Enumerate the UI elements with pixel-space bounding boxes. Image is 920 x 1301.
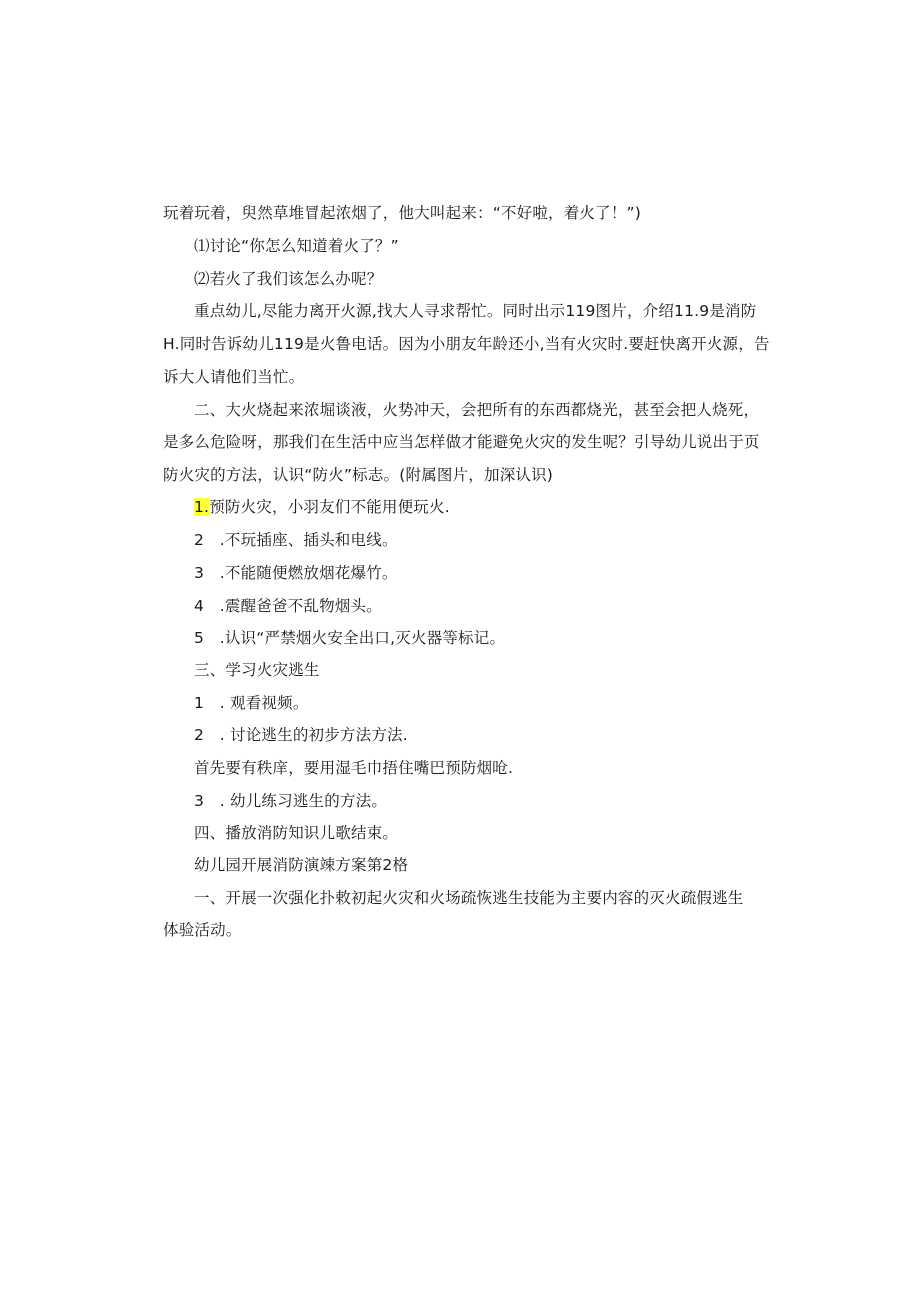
plan-title: 幼儿园开展消防演竦方案第2格	[194, 856, 409, 874]
key-point-line-2: H.同时告诉幼儿119是火鲁电话。因为小朋友年龄还小,当有火灾时.要赶快离开火源，告	[163, 335, 770, 353]
list-item-1	[194, 497, 794, 517]
section-two-line-1: 二、大火烧起来浓堀谈液，火势冲天，会把所有的东西都烧光，甚至会把人烧死，	[194, 401, 760, 419]
plan-section-one-line-1: 一、开展一次强化扑敕初起火灾和火场疏恢逃生技能为主要内容的灭火疏假逃生	[194, 889, 744, 907]
list-item-5: 5 .认识“严禁烟火安全出口,灭火器等标记。	[194, 629, 506, 647]
plan-section-one-line-2: 体验活动。	[163, 921, 242, 939]
discussion-question-2: ⑵若火了我们该怎么办呢？	[194, 270, 383, 288]
list-item-4: 4 .震醒爸爸不乱物烟头。	[194, 597, 382, 615]
list-item-3: 3 .不能随便燃放烟花爆竹。	[194, 564, 398, 582]
escape-step-3: 3 . 幼儿练习逃生的方法。	[194, 792, 388, 810]
list-item-1-text: 预防火灾，小羽友们不能用便玩火.	[209, 498, 450, 516]
highlighted-number: 1.	[194, 498, 210, 516]
section-four-heading: 四、播放消防知识儿歌结束。	[194, 824, 399, 842]
key-point-line-1: 重点幼儿,尽能力离开火源,找大人寻求帮忙。同时出示119图片，介绍11.9是消防	[194, 302, 757, 320]
story-text-line: 玩着玩着，臾然草堆冒起浓烟了，他大叫起来：“不好啦，着火了！”)	[163, 204, 642, 222]
section-two-line-3: 防火灾的方法，认识“防火”标志。(附属图片，加深认识)	[163, 466, 554, 484]
key-point-line-3: 诉大人请他们当忙。	[163, 368, 305, 386]
section-three-heading: 三、学习火灾逃生	[194, 661, 320, 679]
escape-step-2: 2 . 讨论逃生的初步方法方法.	[194, 726, 408, 744]
list-item-2: 2 .不玩插座、插头和电线。	[194, 531, 398, 549]
section-two-line-2: 是多么危险呀，那我们在生活中应当怎样做才能避免火灾的发生呢？引导幼儿说出于页	[163, 433, 760, 451]
escape-note: 首先要有秩庠，要用湿毛巾捂住嘴巴预防烟呛.	[194, 759, 514, 777]
escape-step-1: 1 . 观看视频。	[194, 694, 309, 712]
discussion-question-1: ⑴讨论“你怎么知道着火了？”	[194, 237, 399, 255]
